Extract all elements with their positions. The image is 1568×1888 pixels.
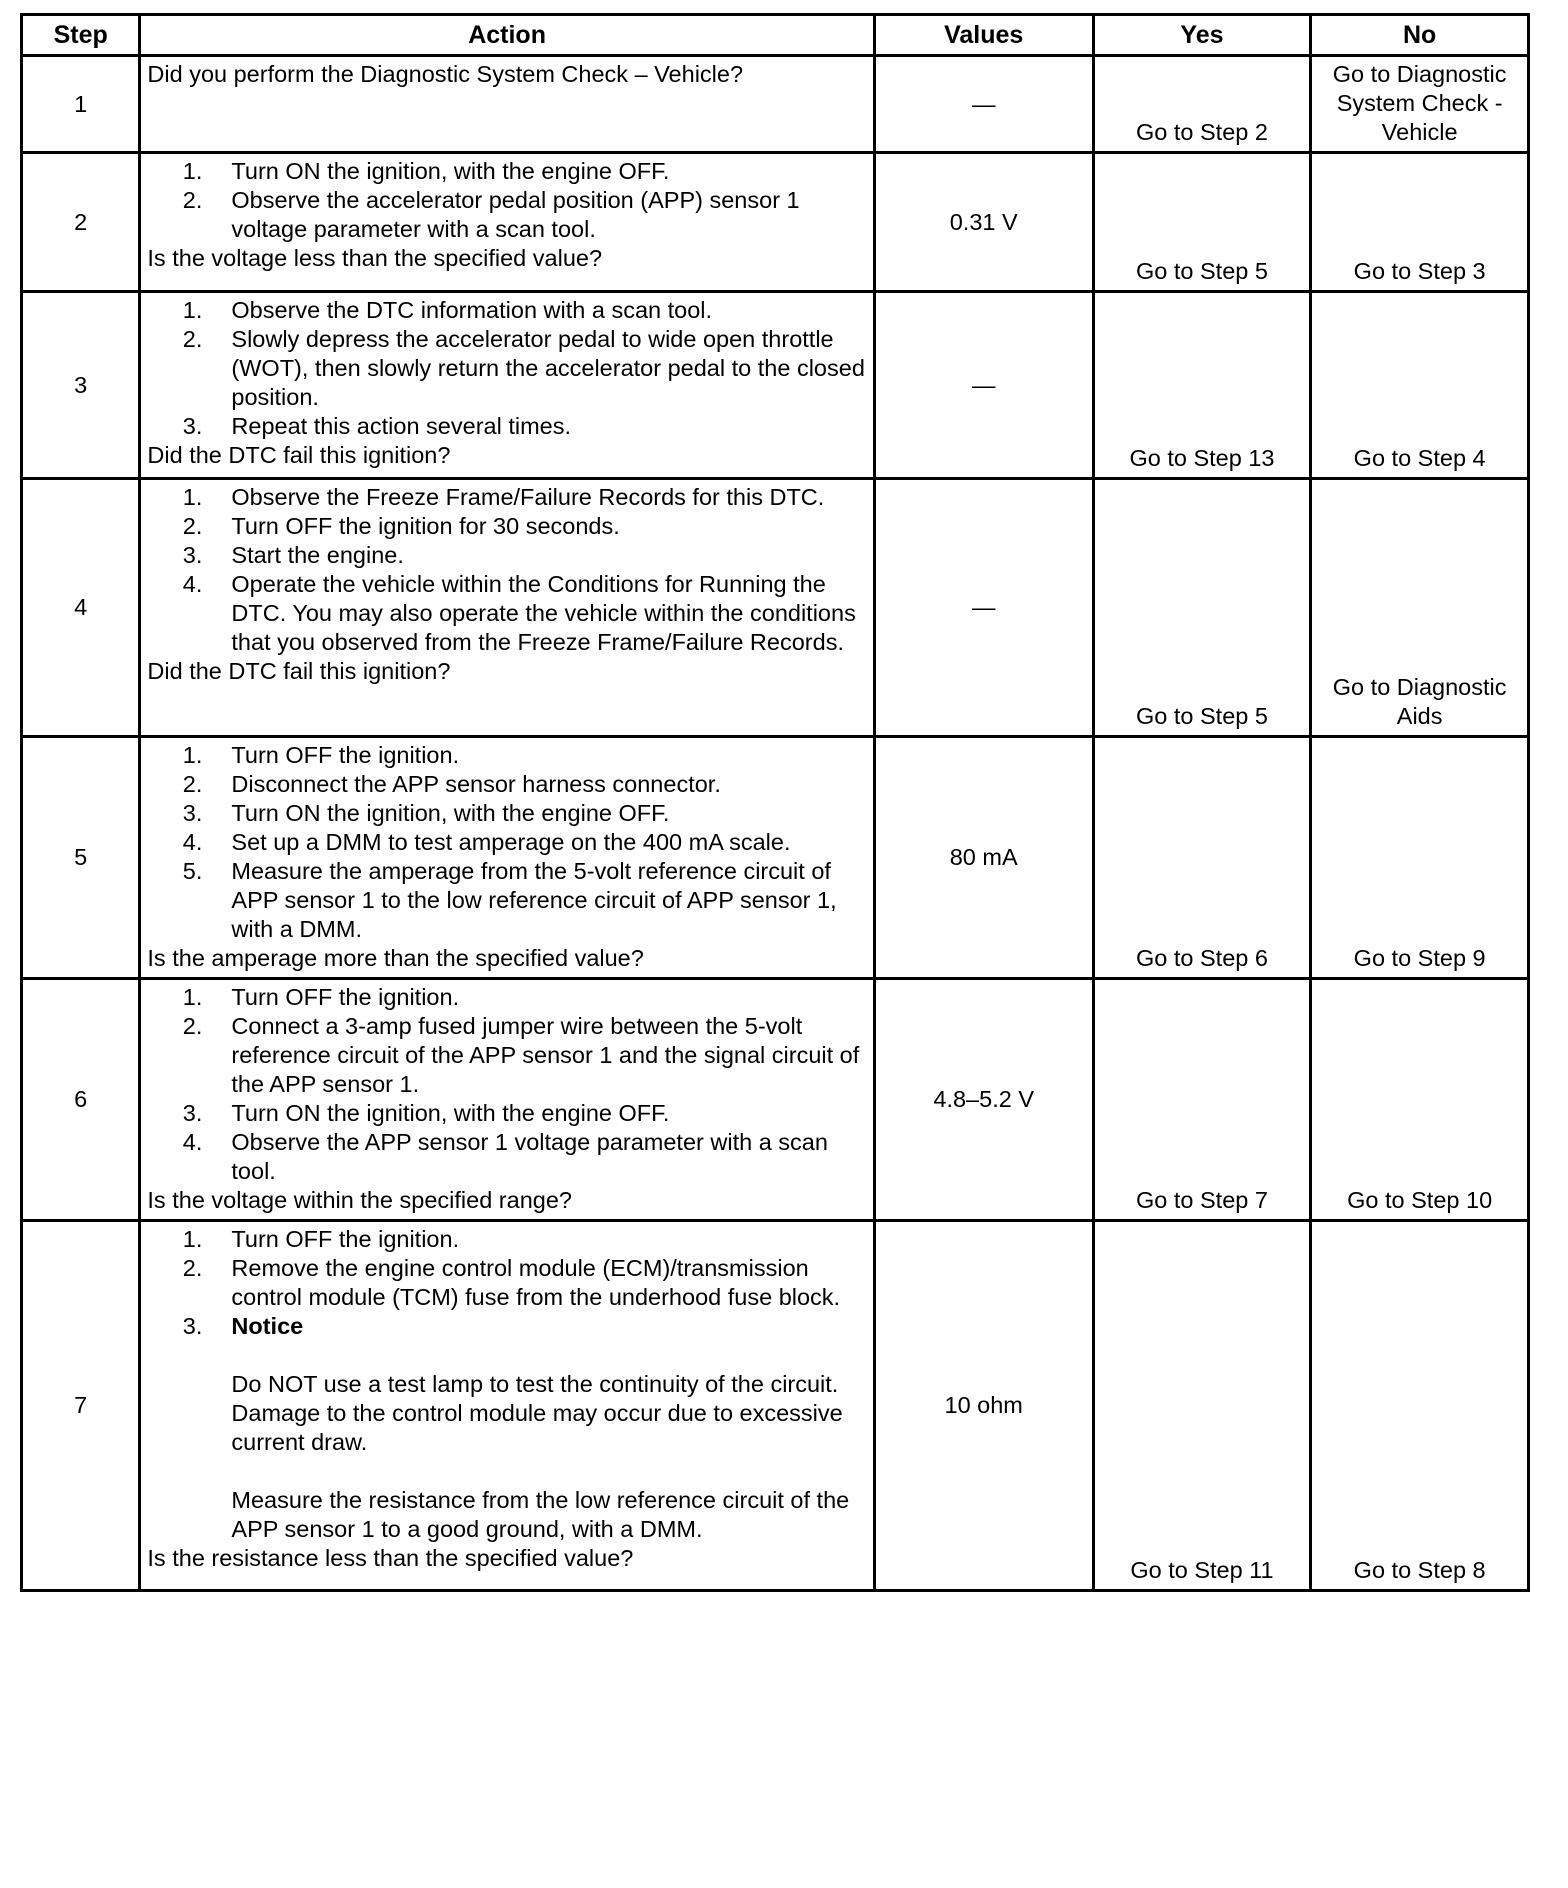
action-cell xyxy=(140,292,874,479)
no-cell: Go to Diagnostic System Check - Vehicle xyxy=(1311,56,1529,153)
no-cell: Go to Step 9 xyxy=(1311,737,1529,979)
value-cell: 0.31 V xyxy=(874,153,1093,292)
table-row xyxy=(22,737,1529,979)
action-cell xyxy=(140,56,874,153)
list-item: 1. Turn OFF the ignition. xyxy=(182,984,460,1010)
step-number: 4 xyxy=(22,479,140,737)
action-cell xyxy=(140,737,874,979)
step-number: 3 xyxy=(22,292,140,479)
header-step: Step xyxy=(22,15,140,56)
yes-cell: Go to Step 11 xyxy=(1093,1221,1311,1591)
yes-cell: Go to Step 6 xyxy=(1093,737,1311,979)
notice-text: Do NOT use a test lamp to test the continuity of the circuit. Damage to the control module may occur due to excessive current draw. xyxy=(231,1371,843,1455)
step-number: 7 xyxy=(22,1221,140,1591)
list-item: 1. Observe the Freeze Frame/Failure Records for this DTC. xyxy=(182,484,825,510)
yes-cell: Go to Step 2 xyxy=(1093,56,1311,153)
header-no: No xyxy=(1311,15,1529,56)
list-item: 3. Turn ON the ignition, with the engine OFF. xyxy=(182,1100,670,1126)
action-question: Did the DTC fail this ignition? xyxy=(147,658,451,684)
list-item: 2. Remove the engine control module (ECM)/transmission control module (TCM) fuse from the underhood fuse block. xyxy=(182,1255,841,1310)
list-item: 3. Turn ON the ignition, with the engine OFF. xyxy=(182,800,670,826)
action-question: Is the amperage more than the specified value? xyxy=(147,945,644,971)
step-number: 2 xyxy=(22,153,140,292)
action-steps xyxy=(147,296,866,441)
no-cell: Go to Diagnostic Aids xyxy=(1311,479,1529,737)
value-cell: — xyxy=(874,292,1093,479)
yes-cell: Go to Step 7 xyxy=(1093,979,1311,1221)
list-item: 4. Set up a DMM to test amperage on the 400 mA scale. xyxy=(182,829,791,855)
action-cell xyxy=(140,979,874,1221)
action-question: Did the DTC fail this ignition? xyxy=(147,442,451,468)
list-item: 5. Measure the amperage from the 5-volt reference circuit of APP sensor 1 to the low reference circuit of APP sensor 1, with a DMM. xyxy=(182,858,837,942)
list-item: 2. Observe the accelerator pedal position (APP) sensor 1 voltage parameter with a scan tool. xyxy=(182,187,800,242)
no-cell: Go to Step 4 xyxy=(1311,292,1529,479)
step-number: 1 xyxy=(22,56,140,153)
step-number: 5 xyxy=(22,737,140,979)
action-question: Is the resistance less than the specified value? xyxy=(147,1545,634,1571)
list-item: 1. Observe the DTC information with a scan tool. xyxy=(182,297,713,323)
header-row xyxy=(22,15,1529,56)
diagnostic-table-document xyxy=(20,13,1530,1592)
list-item: 3. Start the engine. xyxy=(182,542,404,568)
list-item: 1. Turn OFF the ignition. xyxy=(182,742,460,768)
action-question: Is the voltage within the specified range? xyxy=(147,1187,572,1213)
table-row xyxy=(22,153,1529,292)
action-cell xyxy=(140,1221,874,1591)
header-action: Action xyxy=(140,15,874,56)
action-steps xyxy=(147,157,866,244)
value-cell: — xyxy=(874,479,1093,737)
list-item: 1. Turn OFF the ignition. xyxy=(182,1226,460,1252)
table-row xyxy=(22,479,1529,737)
list-item: 2. Turn OFF the ignition for 30 seconds. xyxy=(182,513,620,539)
yes-cell: Go to Step 5 xyxy=(1093,479,1311,737)
value-cell: — xyxy=(874,56,1093,153)
action-steps xyxy=(147,983,866,1186)
value-cell: 80 mA xyxy=(874,737,1093,979)
action-question: Did you perform the Diagnostic System Check – Vehicle? xyxy=(147,61,744,87)
value-cell: 10 ohm xyxy=(874,1221,1093,1591)
list-item: 2. Slowly depress the accelerator pedal to wide open throttle (WOT), then slowly return the accelerator pedal to the closed position. xyxy=(182,326,865,410)
action-steps xyxy=(147,483,866,657)
diagnostic-table xyxy=(20,13,1530,1592)
action-steps xyxy=(147,741,866,944)
step-number: 6 xyxy=(22,979,140,1221)
action-steps xyxy=(147,1225,866,1544)
header-yes: Yes xyxy=(1093,15,1311,56)
no-cell: Go to Step 10 xyxy=(1311,979,1529,1221)
header-values: Values xyxy=(874,15,1093,56)
list-item: 4. Operate the vehicle within the Conditions for Running the DTC. You may also operate the vehicle within the conditions that you observed from the Freeze Frame/Failure Records. xyxy=(182,571,856,655)
table-row xyxy=(22,979,1529,1221)
list-item: 3. Repeat this action several times. xyxy=(182,413,572,439)
list-item: 1. Turn ON the ignition, with the engine OFF. xyxy=(182,158,670,184)
no-cell: Go to Step 3 xyxy=(1311,153,1529,292)
list-item: 3. Notice Do NOT use a test lamp to test the continuity of the circuit. Damage to the control module may occur due to excessive current draw. Measure the resistance from the low reference circuit of the APP sensor 1 to a good ground, with a DMM. xyxy=(147,1312,866,1544)
table-row xyxy=(22,292,1529,479)
list-item: 2. Connect a 3-amp fused jumper wire between the 5-volt reference circuit of the APP sensor 1 and the signal circuit of the APP sensor 1. xyxy=(182,1013,860,1097)
table-row xyxy=(22,56,1529,153)
list-item: 2. Disconnect the APP sensor harness connector. xyxy=(182,771,721,797)
action-question: Is the voltage less than the specified value? xyxy=(147,245,603,271)
table-row xyxy=(22,1221,1529,1591)
yes-cell: Go to Step 13 xyxy=(1093,292,1311,479)
value-cell: 4.8–5.2 V xyxy=(874,979,1093,1221)
no-cell: Go to Step 8 xyxy=(1311,1221,1529,1591)
notice-heading: Notice xyxy=(231,1313,304,1339)
list-item: 4. Observe the APP sensor 1 voltage parameter with a scan tool. xyxy=(182,1129,828,1184)
action-cell xyxy=(140,153,874,292)
action-cell xyxy=(140,479,874,737)
yes-cell: Go to Step 5 xyxy=(1093,153,1311,292)
measure-text: Measure the resistance from the low reference circuit of the APP sensor 1 to a good ground, with a DMM. xyxy=(231,1487,850,1542)
